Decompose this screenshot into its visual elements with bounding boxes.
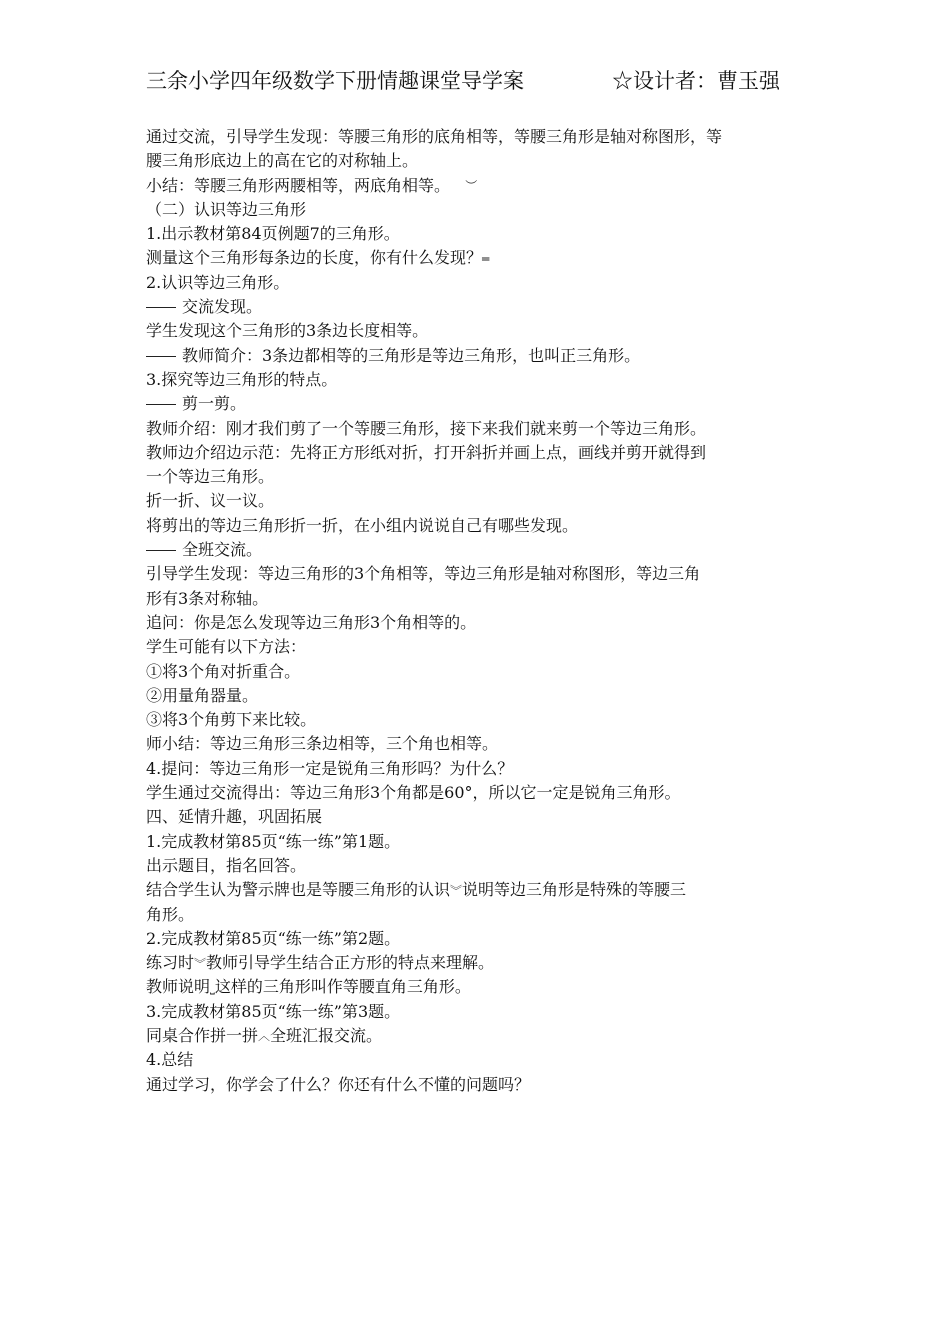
section-heading: 四、延情升趣，巩固拓展: [146, 807, 323, 827]
body-line: [146, 295, 814, 319]
scribble-mark-icon: ︾: [194, 956, 207, 971]
text-segment: 结合学生认为警示牌也是等腰三角形的认识: [146, 880, 451, 900]
scribble-mark-icon: ︿: [258, 1029, 271, 1044]
text-segment: 教师引导学生结合正方形的特点来理解。: [206, 953, 495, 973]
body-line: 4.提问：等边三角形一定是锐角三角形吗？为什么？: [146, 758, 514, 778]
body-line: [146, 1024, 814, 1048]
body-line: 形有3条对称轴。: [146, 588, 269, 608]
text-segment: 全班汇报交流。: [270, 1025, 383, 1045]
header-title: 三余小学四年级数学下册情趣课堂导学案: [146, 69, 524, 93]
body-line: 腰三角形底边上的高在它的对称轴上。: [146, 151, 419, 171]
body-line: 追问：你是怎么发现等边三角形3个角相等的。: [146, 612, 477, 632]
text-segment: 练习时: [146, 953, 195, 973]
dash-mark: [146, 404, 176, 405]
body-line: 通过学习，你学会了什么？你还有什么不懂的问题吗？: [146, 1074, 531, 1094]
step-text: 交流发现。: [182, 297, 263, 317]
body-line: [146, 246, 814, 270]
body-line: [146, 951, 814, 975]
body-line: [146, 538, 814, 562]
dash-mark: [146, 307, 176, 308]
body-line: 2.认识等边三角形。: [146, 272, 290, 292]
scribble-mark-icon: ⎵: [210, 980, 215, 995]
body-line: 3.完成教材第85页“练一练”第3题。: [146, 1001, 401, 1021]
question-text: 测量这个三角形每条边的长度，你有什么发现？: [146, 248, 483, 268]
body-line: 3.探究等边三角形的特点。: [146, 369, 338, 389]
body-line: 角形。: [146, 904, 195, 924]
body-line: 通过交流，引导学生发现：等腰三角形的底角相等，等腰三角形是轴对称图形，等: [146, 127, 723, 146]
body-line: 折一折、议一议。: [146, 491, 275, 511]
scribble-mark-icon: ︾: [450, 883, 463, 898]
step-text: 全班交流。: [182, 540, 263, 560]
dash-mark: [146, 356, 176, 357]
body-line: 教师边介绍边示范：先将正方形纸对折，打开斜折并画上点，画线并剪开就得到: [146, 442, 707, 462]
body-line: 2.完成教材第85页“练一练”第2题。: [146, 928, 401, 948]
text-segment: 说明等边三角形是特殊的等腰三: [462, 880, 687, 900]
body-line: 一个等边三角形。: [146, 467, 275, 487]
body-line: [146, 174, 814, 198]
scribble-mark-icon: ═: [482, 251, 490, 266]
body-line: 出示题目，指名回答。: [146, 855, 307, 875]
body-line: 1.出示教材第84页例题7的三角形。: [146, 224, 400, 244]
header-designer: ☆设计者：曹玉强: [612, 69, 780, 93]
list-item: ③将3个角剪下来比较。: [146, 710, 317, 730]
text-segment: 教师说明: [146, 977, 211, 997]
body-line: 教师介绍：刚才我们剪了一个等腰三角形，接下来我们就来剪一个等边三角形。: [146, 418, 707, 438]
body-line: 师小结：等边三角形三条边相等，三个角也相等。: [146, 734, 499, 754]
scribble-mark-icon: ︶: [465, 179, 478, 194]
body-line: [146, 975, 814, 999]
list-item: ①将3个角对折重合。: [146, 661, 301, 681]
body-line: [146, 878, 814, 902]
section-heading: （二）认识等边三角形: [146, 199, 307, 219]
document-body: [146, 125, 814, 1097]
step-text: 教师简介：3条边都相等的三角形是等边三角形，也叫正三角形。: [182, 345, 641, 365]
page-header: [146, 66, 826, 96]
body-line: 1.完成教材第85页“练一练”第1题。: [146, 831, 401, 851]
list-item: ②用量角器量。: [146, 685, 259, 705]
step-text: 剪一剪。: [182, 394, 247, 414]
body-line: [146, 392, 814, 416]
body-line: 引导学生发现：等边三角形的3个角相等，等边三角形是轴对称图形，等边三角: [146, 564, 701, 584]
body-line: 学生通过交流得出：等边三角形3个角都是60°，所以它一定是锐角三角形。: [146, 783, 681, 803]
summary-text: 小结：等腰三角形两腰相等，两底角相等。: [146, 175, 451, 195]
body-line: [146, 344, 814, 368]
body-line: 将剪出的等边三角形折一折，在小组内说说自己有哪些发现。: [146, 515, 579, 535]
body-line: 学生发现这个三角形的3条边长度相等。: [146, 321, 429, 341]
text-segment: 这样的三角形叫作等腰直角三角形。: [214, 977, 471, 997]
body-line: 4.总结: [146, 1050, 194, 1070]
body-line: 学生可能有以下方法：: [146, 637, 307, 657]
text-segment: 同桌合作拼一拼: [146, 1025, 259, 1045]
dash-mark: [146, 550, 176, 551]
